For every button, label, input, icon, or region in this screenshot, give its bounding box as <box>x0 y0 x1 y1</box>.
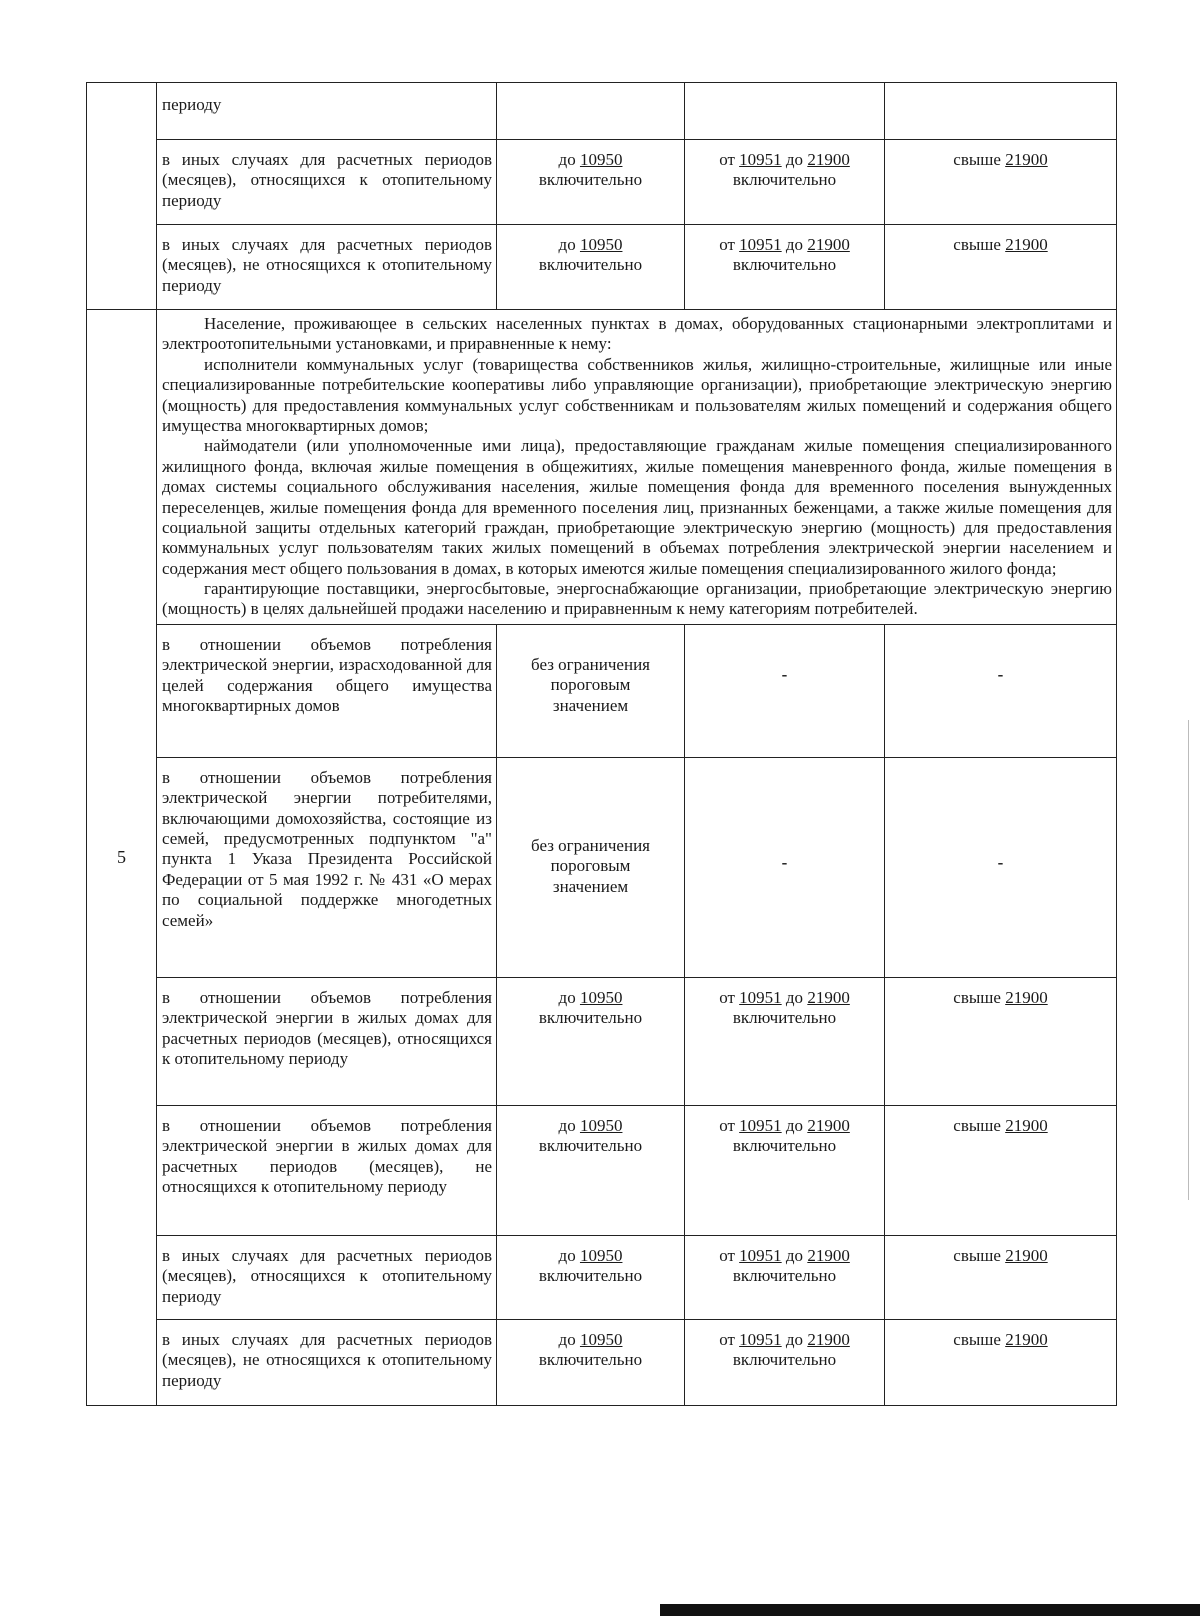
table-row <box>87 977 1117 1105</box>
table-row <box>87 83 1117 140</box>
table-row <box>87 1235 1117 1319</box>
row-description: в отношении объемов потребления электрической энергии в жилых домах для расчетных периодов (месяцев), не относящихся к отопительному периоду <box>157 1105 497 1235</box>
threshold-cell-first: до 10950 включительно <box>497 977 685 1105</box>
section-number: 5 <box>87 310 157 1406</box>
row-description: в отношении объемов потребления электрической энергии потребителями, включающими домохозяйства, состоящие из семей, предусмотренных подпунктом "а" пункта 1 Указа Президента Российской Федерации от 5 мая 1992 г. № 431 «О мерах по социальной поддержке многодетных семей» <box>157 757 497 977</box>
threshold-cell-first: до 10950 включительно <box>497 140 685 225</box>
threshold-cell-second: от 10951 до 21900 включительно <box>685 977 885 1105</box>
row-description: в отношении объемов потребления электрической энергии, израсходованной для целей содержания общего имущества многоквартирных домов <box>157 624 497 757</box>
section-heading-row <box>87 310 1117 625</box>
table-row <box>87 624 1117 757</box>
threshold-cell <box>885 83 1117 140</box>
threshold-cell-third: - <box>885 624 1117 757</box>
threshold-cell-second: от 10951 до 21900 включительно <box>685 1235 885 1319</box>
row-description: в отношении объемов потребления электрической энергии в жилых домах для расчетных периодов (месяцев), относящихся к отопительному периоду <box>157 977 497 1105</box>
threshold-cell <box>497 83 685 140</box>
threshold-cell-third: - <box>885 757 1117 977</box>
row-number-cell-empty <box>87 83 157 310</box>
threshold-cell-first: без ограничения пороговым значением <box>497 757 685 977</box>
threshold-cell-second: от 10951 до 21900 включительно <box>685 1105 885 1235</box>
threshold-cell-third: свыше 21900 <box>885 977 1117 1105</box>
table-row <box>87 1319 1117 1405</box>
threshold-cell-second: - <box>685 757 885 977</box>
row-description: периоду <box>157 83 497 140</box>
threshold-cell-third: свыше 21900 <box>885 1319 1117 1405</box>
threshold-cell-third: свыше 21900 <box>885 225 1117 310</box>
section-heading <box>157 310 1117 625</box>
threshold-cell-second: от 10951 до 21900 включительно <box>685 225 885 310</box>
threshold-cell-third: свыше 21900 <box>885 1235 1117 1319</box>
threshold-cell-third: свыше 21900 <box>885 1105 1117 1235</box>
tariff-table <box>86 82 1117 1406</box>
threshold-cell <box>685 83 885 140</box>
threshold-cell-second: - <box>685 624 885 757</box>
row-description: в иных случаях для расчетных периодов (месяцев), относящихся к отопительному периоду <box>157 1235 497 1319</box>
scan-edge-bar <box>660 1604 1200 1616</box>
heading-paragraph: наймодатели (или уполномоченные ими лица), предоставляющие гражданам жилые помещения специализированного жилищного фонда, включая жилые помещения в общежитиях, жилые помещения маневренного фонда, жилые помещения в домах системы социального обслуживания населения, жилые помещения фонда для временного поселения вынужденных переселенцев, жилые помещения фонда для временного поселения лиц, признанных беженцами, а также жилые помещения для социальной защиты отдельных категорий граждан, приобретающие электрическую энергию (мощность) для предоставления коммунальных услуг пользователям таких жилых помещений в объемах потребления электрической энергии населением и содержания мест общего пользования в домах, в которых имеются жилые помещения специализированного жилого фонда; <box>162 436 1112 578</box>
row-description: в иных случаях для расчетных периодов (месяцев), не относящихся к отопительному периоду <box>157 225 497 310</box>
threshold-cell-first: до 10950 включительно <box>497 225 685 310</box>
heading-paragraph: Население, проживающее в сельских населенных пунктах в домах, оборудованных стационарными электроплитами и электроотопительными установками, и приравненные к нему: <box>162 314 1112 354</box>
heading-paragraph: гарантирующие поставщики, энергосбытовые, энергоснабжающие организации, приобретающие электрическую энергию (мощность) в целях дальнейшей продажи населению и приравненным к нему категориям потребителей. <box>162 579 1112 619</box>
threshold-cell-second: от 10951 до 21900 включительно <box>685 140 885 225</box>
scan-edge-mark <box>1188 720 1192 1200</box>
threshold-cell-first: до 10950 включительно <box>497 1235 685 1319</box>
row-description: в иных случаях для расчетных периодов (месяцев), не относящихся к отопительному периоду <box>157 1319 497 1405</box>
heading-paragraph: исполнители коммунальных услуг (товарищества собственников жилья, жилищно-строительные, жилищные или иные специализированные потребительские кооперативы либо управляющие организации), приобретающие электрическую энергию (мощность) для предоставления коммунальных услуг собственникам и пользователям жилых помещений и содержания общего имущества многоквартирных домов; <box>162 354 1112 435</box>
table-row <box>87 757 1117 977</box>
table-row <box>87 140 1117 225</box>
threshold-cell-first: до 10950 включительно <box>497 1319 685 1405</box>
threshold-cell-second: от 10951 до 21900 включительно <box>685 1319 885 1405</box>
row-description: в иных случаях для расчетных периодов (месяцев), относящихся к отопительному периоду <box>157 140 497 225</box>
threshold-cell-first: без ограничения пороговым значением <box>497 624 685 757</box>
threshold-cell-third: свыше 21900 <box>885 140 1117 225</box>
threshold-cell-first: до 10950 включительно <box>497 1105 685 1235</box>
table-row <box>87 1105 1117 1235</box>
table-row <box>87 225 1117 310</box>
